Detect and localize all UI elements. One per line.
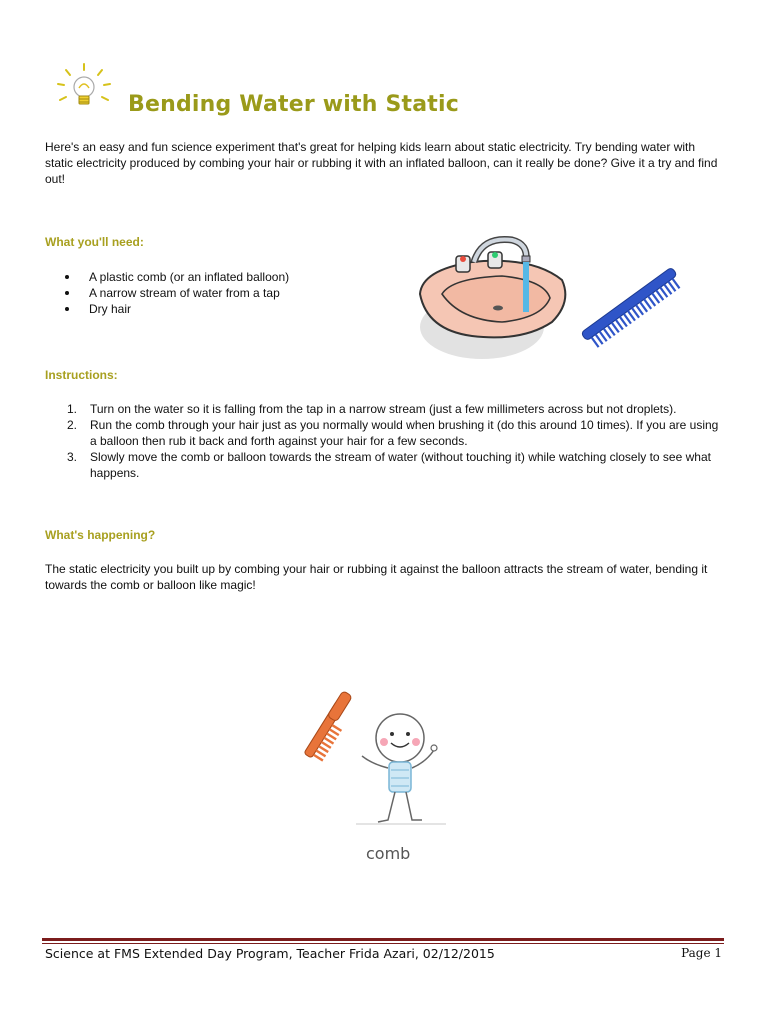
intro-paragraph: Here's an easy and fun science experiment that's great for helping kids learn about static electricity. Try bending water with static electricity produced by combing your hair or rubbing it with an inflated balloon, can it really be done? Give it a try and find out! (45, 140, 718, 186)
footer-rule-thin (42, 943, 724, 944)
footer-text: Science at FMS Extended Day Program, Teacher Frida Azari, 02/12/2015 (45, 946, 495, 961)
step-number: 3. (67, 450, 78, 464)
step-text: Turn on the water so it is falling from the tap in a narrow stream (just a few millimeters across but not droplets). (90, 402, 677, 416)
happening-heading: What's happening? (45, 528, 156, 542)
step-text: Slowly move the comb or balloon towards the stream of water (without touching it) while watching closely to see what happens. (90, 450, 711, 480)
child-with-comb-illustration (296, 690, 456, 840)
needs-heading: What you'll need: (45, 235, 144, 249)
instructions-list (45, 401, 725, 481)
list-item (45, 401, 725, 417)
page-title: Bending Water with Static (128, 92, 459, 117)
footer-rule (42, 938, 724, 941)
list-item (45, 449, 725, 481)
step-number: 1. (67, 402, 78, 416)
page-number: Page 1 (681, 946, 722, 960)
instructions-heading: Instructions: (45, 368, 118, 382)
list-item (45, 417, 725, 449)
list-item: Dry hair (45, 301, 385, 317)
sink-illustration (412, 232, 584, 362)
comb-illustration (578, 262, 686, 354)
step-text: Run the comb through your hair just as you normally would when brushing it (do this around 10 times). If you are using a balloon then rub it back and forth against your hair for a few seconds. (90, 418, 719, 448)
light-bulb-icon (54, 62, 114, 118)
list-item: A plastic comb (or an inflated balloon) (45, 269, 385, 285)
step-number: 2. (67, 418, 78, 432)
happening-paragraph: The static electricity you built up by combing your hair or rubbing it against the balloon attracts the stream of water, bending it towards the comb or balloon like magic! (45, 562, 708, 592)
needs-list (45, 269, 385, 317)
illustration-caption: comb (366, 844, 411, 863)
list-item: A narrow stream of water from a tap (45, 285, 385, 301)
